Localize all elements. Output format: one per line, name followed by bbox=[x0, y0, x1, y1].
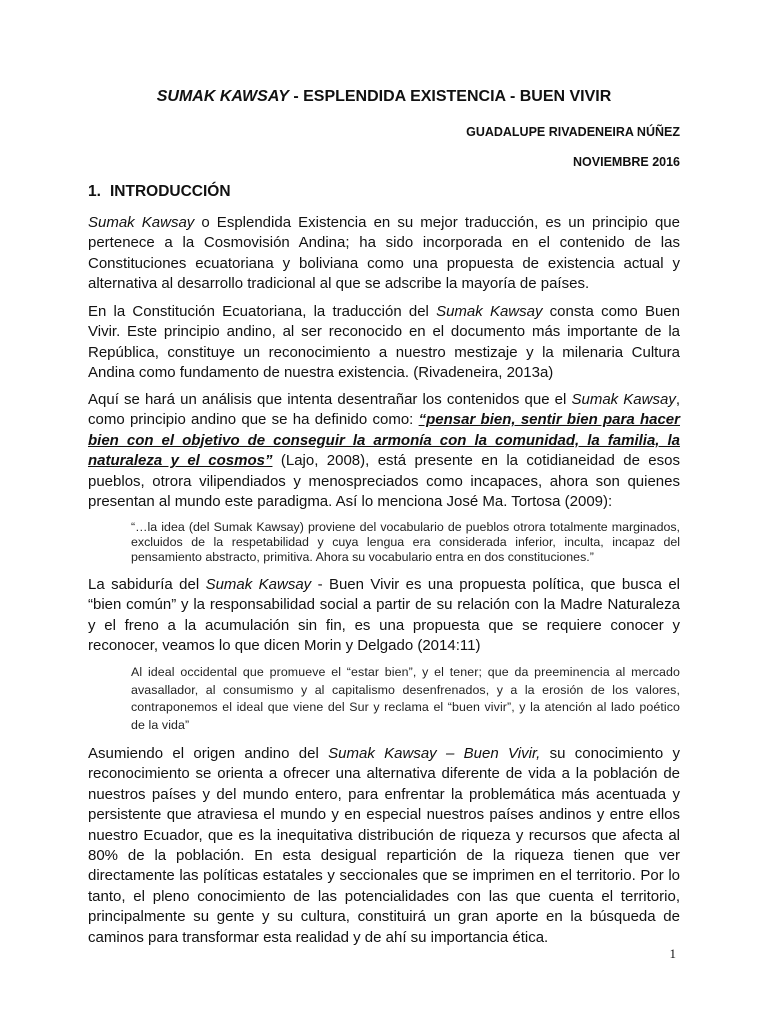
paragraph-text: - Buen Vivir es una propuesta política, que busca el “bien común” y la responsabilidad social a partir de su relación con la Madre Naturaleza y el freno a la acumulación sin fin, es una propuesta que se requiere conocer y reconocer, veamos lo que dicen Morin y Delgado (2014:11) bbox=[88, 576, 681, 655]
paragraph-text: su conocimiento y reconocimiento se orienta a ofrecer una alternativa diferente de vida a la población de nuestros países y del mundo entero, para enfrentar la problemática más acentuada y persistente que atraviesa el mundo y en especial nuestros países andinos y entre ellos nuestro Ecuador, que es la inequitativa distribución de riqueza y recursos que afecta al 80% de la población. En esta desigual repartición de la riqueza tienen que ver directamente las políticas estatales y seccionales que se imprimen en el territorio. Por lo tanto, el pleno conocimiento de las potencialidades con las que cuenta el territorio, principalmente su gente y su cultura, constituirá un gran aporte en la búsqueda de caminos para transformar esta realidad y de ahí su importancia ética. bbox=[88, 745, 680, 946]
section-heading bbox=[88, 183, 231, 201]
section-number: 1. bbox=[88, 183, 101, 200]
title-italic: SUMAK KAWSAY bbox=[156, 88, 289, 105]
term: Sumak Kawsay bbox=[88, 214, 195, 231]
term: Sumak Kawsay bbox=[436, 303, 543, 320]
block-quote-2: Al ideal occidental que promueve el “estar bien”, y el tener; que da preeminencia al mercado avasallador, al consumismo y al capitalismo desenfrenados, y a la erosión de los valores, contraponemos el ideal que viene del Sur y reclama el “buen vivir”, y la atención al lado poético de la vida” bbox=[131, 665, 680, 732]
paragraph-text: La sabiduría del bbox=[88, 576, 206, 593]
title-rest: - ESPLENDIDA EXISTENCIA - BUEN VIVIR bbox=[288, 88, 612, 105]
document-date: NOVIEMBRE 2016 bbox=[573, 155, 680, 169]
paragraph-text: , como principio andino que se ha definido como: bbox=[88, 391, 680, 429]
section-title: INTRODUCCIÓN bbox=[110, 183, 231, 200]
paragraph-2 bbox=[88, 302, 680, 384]
paragraph-5 bbox=[88, 744, 680, 948]
paragraph-text: (Lajo, 2008), está presente en la cotidianeidad de esos pueblos, otrora vilipendiados y menospreciados como incapaces, ahora son quienes presentan al mundo este paradigma. Así lo menciona José Ma. Tortosa (2009): bbox=[88, 452, 680, 511]
paragraph-1 bbox=[88, 213, 680, 295]
emphasized-definition: “pensar bien, sentir bien para hacer bien con el objetivo de conseguir la armonía con la comunidad, la familia, la naturaleza y el cosmos” bbox=[88, 411, 680, 470]
paragraph-text: consta como Buen Vivir. Este principio andino, al ser reconocido en el documento más importante de la República, constituye un reconocimiento a nuestro mestizaje y la milenaria Cultura Andina como fundamento de nuestra existencia. (Rivadeneira, 2013a) bbox=[88, 303, 680, 382]
paragraph-4 bbox=[88, 575, 680, 657]
term: Sumak Kawsay bbox=[205, 576, 312, 593]
author-name: GUADALUPE RIVADENEIRA NÚÑEZ bbox=[466, 125, 680, 139]
paragraph-text: o Esplendida Existencia en su mejor traducción, es un principio que pertenece a la Cosmovisión Andina; ha sido incorporada en el contenido de las Constituciones ecuatoriana y boliviana como una propuesta de existencia actual y alternativa al desarrollo tradicional al que se adscribe la mayoría de países. bbox=[88, 214, 680, 293]
document-title bbox=[0, 88, 768, 106]
paragraph-3 bbox=[88, 390, 680, 512]
paragraph-text: Asumiendo el origen andino del bbox=[88, 745, 329, 762]
term: Sumak Kawsay – Buen Vivir, bbox=[328, 745, 541, 762]
paragraph-text: En la Constitución Ecuatoriana, la traducción del bbox=[88, 303, 437, 320]
paragraph-text: Aquí se hará un análisis que intenta desentrañar los contenidos que el bbox=[88, 391, 572, 408]
term: Sumak Kawsay bbox=[571, 391, 676, 408]
page-number: 1 bbox=[669, 946, 676, 961]
block-quote-1: “…la idea (del Sumak Kawsay) proviene del vocabulario de pueblos otrora totalmente marginados, excluidos de la respetabilidad y cuya lengua era considerada inferior, inculta, incapaz del pensamiento abstracto, primitiva. Ahora su vocabulario entra en dos constituciones.” bbox=[131, 520, 680, 565]
